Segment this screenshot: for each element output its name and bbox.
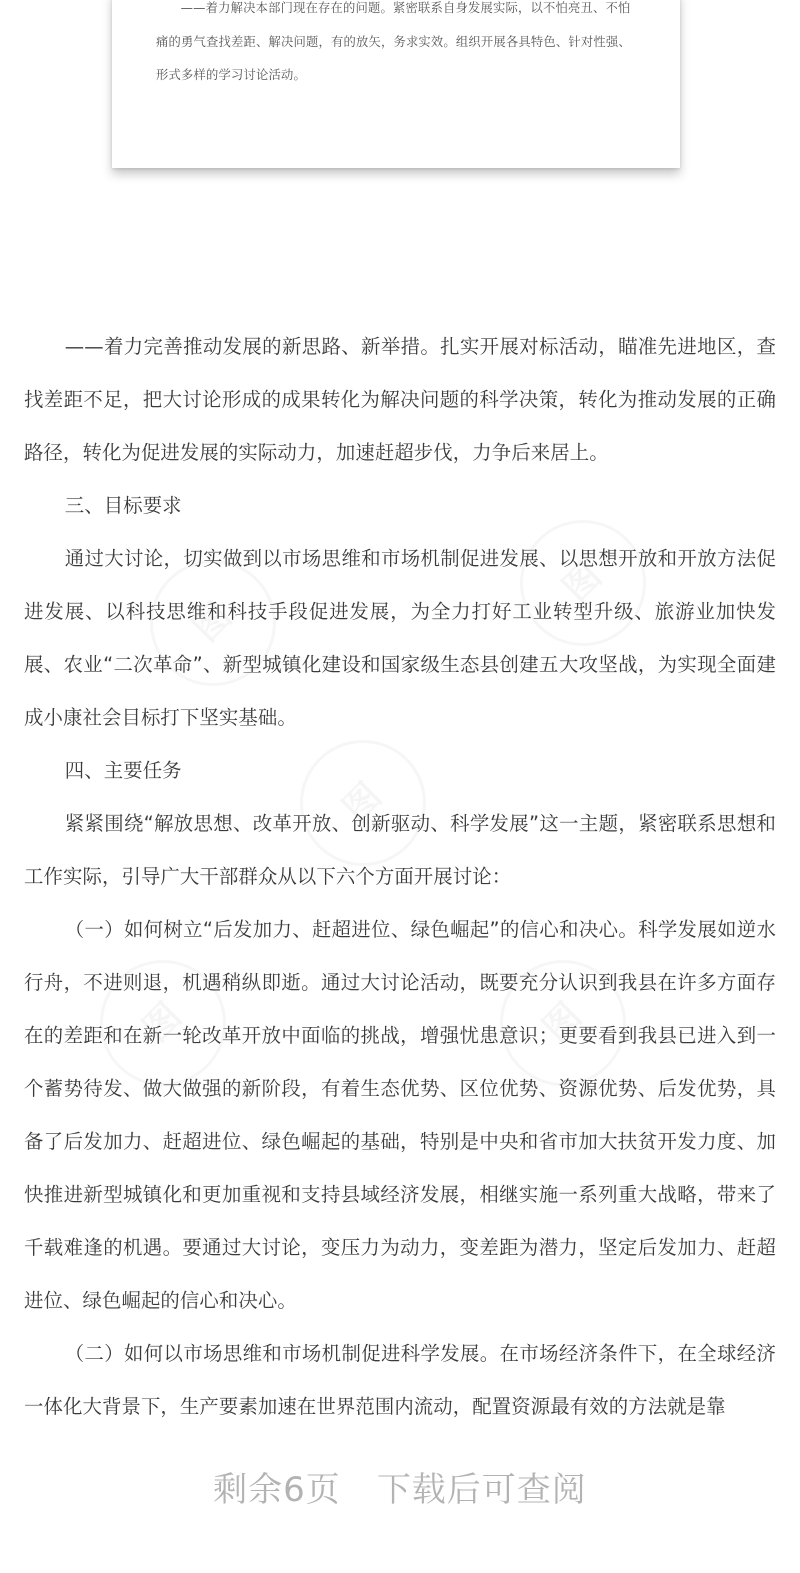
download-to-view-label: 下载后可查阅 [376, 1470, 587, 1510]
document-body [24, 320, 776, 1433]
preview-page-card [112, 0, 680, 168]
paragraph-task-2: （二）如何以市场思维和市场机制促进科学发展。在市场经济条件下，在全球经济一体化大背景下，生产要素加速在世界范围内流动，配置资源最有效的方法就是靠 [24, 1342, 776, 1418]
paragraph-tasks-intro: 紧紧围绕“解放思想、改革开放、创新驱动、科学发展”这一主题，紧密联系思想和工作实际，引导广大干部群众从以下六个方面开展讨论： [24, 812, 776, 888]
heading-tasks: 四、主要任务 [64, 759, 182, 782]
paragraph-task-1: （一）如何树立“后发加力、赶超进位、绿色崛起”的信心和决心。科学发展如逆水行舟，不进则退，机遇稍纵即逝。通过大讨论活动，既要充分认识到我县在许多方面存在的差距和在新一轮改革开放中面临的挑战，增强忧患意识；更要看到我县已进入到一个蓄势待发、做大做强的新阶段，有着生态优势、区位优势、资源优势、后发优势，具备了后发加力、赶超进位、绿色崛起的基础，特别是中央和省市加大扶贫开发力度、加快推进新型城镇化和更加重视和支持县域经济发展，相继实施一系列重大战略，带来了千载难逢的机遇。要通过大讨论，变压力为动力，变差距为潜力，坚定后发加力、赶超进位、绿色崛起的信心和决心。 [24, 918, 776, 1312]
remaining-pages-label: 剩余6页 [213, 1470, 341, 1510]
heading-goals: 三、目标要求 [64, 494, 182, 517]
paragraph-goals: 通过大讨论，切实做到以市场思维和市场机制促进发展、以思想开放和开放方法促进发展、以科技思维和科技手段促进发展，为全力打好工业转型升级、旅游业加快发展、农业“二次革命”、新型城镇化建设和国家级生态县创建五大攻坚战，为实现全面建成小康社会目标打下坚实基础。 [24, 547, 776, 729]
download-prompt[interactable] [0, 1462, 800, 1511]
paragraph-1: ——着力完善推动发展的新思路、新举措。扎实开展对标活动，瞄准先进地区，查找差距不足，把大讨论形成的成果转化为解决问题的科学决策，转化为推动发展的正确路径，转化为促进发展的实际动力，加速赶超步伐，力争后来居上。 [24, 335, 776, 464]
preview-page-text: ——着力解决本部门现在存在的问题。紧密联系自身发展实际，以不怕亮丑、不怕痛的勇气查找差距、解决问题，有的放矢，务求实效。组织开展各具特色、针对性强、形式多样的学习讨论活动。 [156, 1, 631, 82]
